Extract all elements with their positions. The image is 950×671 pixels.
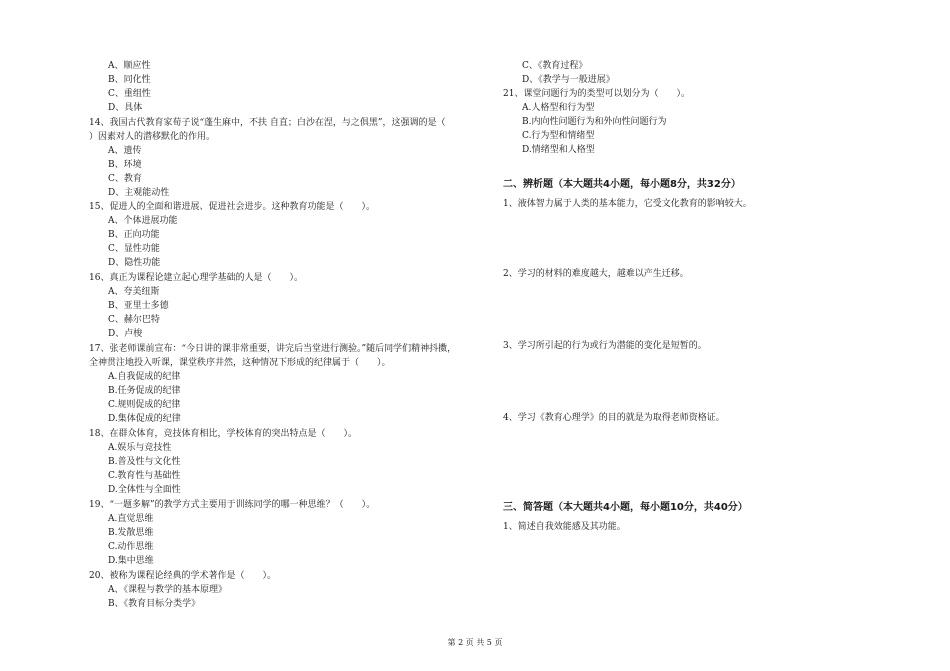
option-18b: B.普及性与文化性 (108, 457, 181, 467)
question-20-stem: 20、被称为课程论经典的学术著作是（ ）。 (89, 571, 276, 581)
analysis-item-2: 2、学习的材料的难度越大，越难以产生迁移。 (503, 269, 689, 279)
option-20a: A、《课程与教学的基本原理》 (108, 585, 228, 595)
question-14-stem: 14、我国古代教育家荀子说“蓬生麻中，不扶 自直；白沙在涅，与之俱黑”，这强调的是（ (89, 118, 446, 128)
question-15-stem: 15、促进人的全面和谐进展、促进社会进步。这种教育功能是（ ）。 (89, 202, 375, 212)
option-17c: C.规则促成的纪律 (108, 400, 181, 410)
option-14c: C、教育 (108, 174, 142, 184)
analysis-item-3: 3、学习所引起的行为或行为潜能的变化是短暂的。 (503, 341, 707, 351)
analysis-item-1: 1、液体智力属于人类的基本能力，它受文化教育的影响较大。 (503, 199, 752, 209)
option-20b: B、《教育目标分类学》 (108, 599, 201, 609)
section-short-answer-title: 三、简答题（本大题共4小题，每小题10分，共40分） (503, 502, 748, 513)
option-13a: A、顺应性 (108, 61, 151, 71)
option-13d: D、具体 (108, 103, 143, 113)
option-19c: C.动作思维 (108, 542, 154, 552)
option-13b: B、同化性 (108, 75, 151, 85)
question-17-stem: 17、张老师课前宣布：“今日讲的课非常重要，讲完后当堂进行测验。”随后同学们精神抖擞， (89, 344, 457, 354)
analysis-item-4: 4、学习《教育心理学》的目的就是为取得老师资格证。 (503, 413, 725, 423)
option-15c: C、显性功能 (108, 244, 160, 254)
question-16-stem: 16、真正为课程论建立起心理学基础的人是（ ）。 (89, 273, 303, 283)
section-analysis-title: 二、辨析题（本大题共4小题，每小题8分，共32分） (503, 179, 741, 190)
option-18c: C.教育性与基础性 (108, 471, 181, 481)
option-20c: C、《教育过程》 (522, 61, 588, 71)
question-19-stem: 19、“一题多解”的教学方式主要用于训练同学的哪一种思维？（ ）。 (89, 500, 376, 510)
option-16c: C、赫尔巴特 (108, 315, 160, 325)
option-13c: C、重组性 (108, 89, 151, 99)
option-20d: D、《教学与一般进展》 (522, 75, 615, 85)
option-19d: D.集中思维 (108, 556, 154, 566)
short-answer-item-1: 1、简述自我效能感及其功能。 (503, 522, 626, 532)
option-16b: B、亚里士多德 (108, 301, 169, 311)
question-17-stem-cont: 全神贯注地投入听课，课堂秩序井然，这种情况下形成的纪律属于（ ）。 (89, 358, 391, 368)
option-14b: B、环境 (108, 160, 142, 170)
option-21c: C.行为型和情绪型 (522, 131, 595, 141)
option-21b: B.内向性问题行为和外向性问题行为 (522, 117, 667, 127)
option-17a: A.自我促成的纪律 (108, 372, 181, 382)
option-17d: D.集体促成的纪律 (108, 414, 181, 424)
option-21d: D.情绪型和人格型 (522, 145, 595, 155)
question-18-stem: 18、在群众体育，竞技体育相比，学校体育的突出特点是（ ）。 (89, 429, 357, 439)
question-14-stem-cont: ）因素对人的潜移默化的作用。 (89, 132, 216, 142)
option-18d: D.全体性与全面性 (108, 485, 181, 495)
question-21-stem: 21、课堂问题行为的类型可以划分为（ ）。 (503, 89, 690, 99)
option-16d: D、卢梭 (108, 329, 143, 339)
option-16a: A、夸美纽斯 (108, 287, 160, 297)
option-18a: A.娱乐与竞技性 (108, 443, 172, 453)
option-19a: A.直觉思维 (108, 514, 154, 524)
option-21a: A.人格型和行为型 (522, 103, 595, 113)
option-15a: A、个体进展功能 (108, 216, 178, 226)
option-15d: D、隐性功能 (108, 258, 161, 268)
option-14a: A、遗传 (108, 146, 142, 156)
option-15b: B、正向功能 (108, 230, 160, 240)
option-17b: B.任务促成的纪律 (108, 386, 181, 396)
option-14d: D、主观能动性 (108, 188, 170, 198)
option-19b: B.发散思维 (108, 528, 154, 538)
page-number: 第 2 页 共 5 页 (447, 638, 503, 647)
